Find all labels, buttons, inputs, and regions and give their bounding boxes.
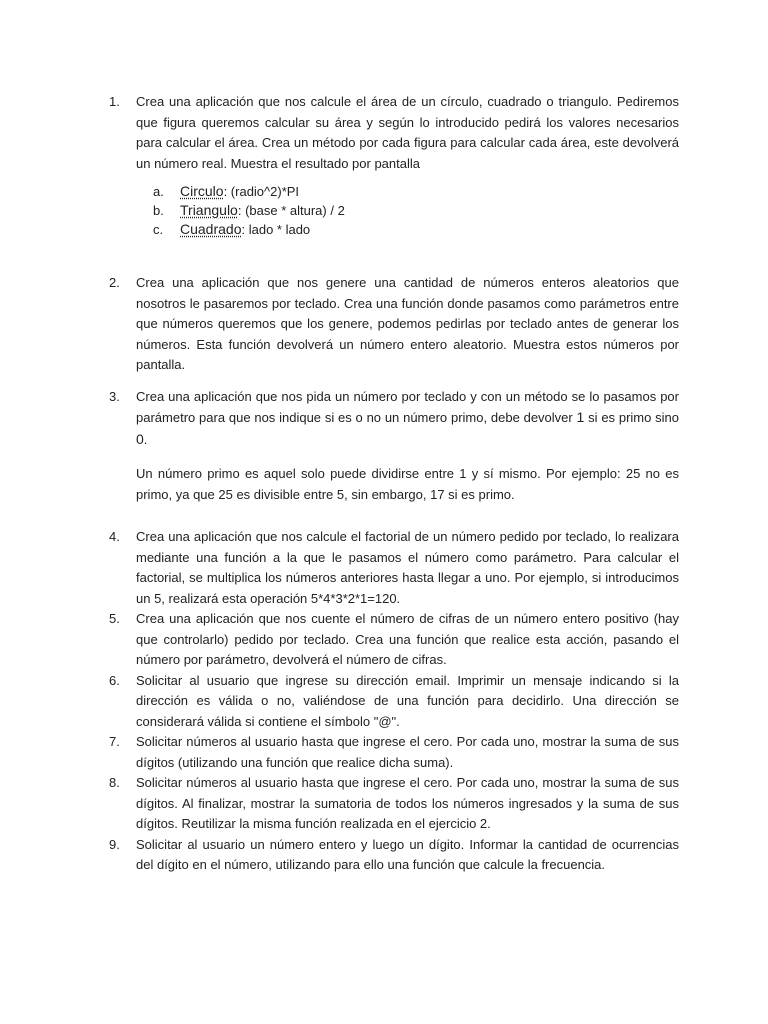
formula-text: : (radio^2)*PI bbox=[223, 184, 300, 199]
exercise-4 bbox=[109, 527, 679, 609]
exercise-number: 4. bbox=[109, 529, 120, 544]
exercise-text-part: . bbox=[143, 431, 148, 447]
exercise-text: Solicitar al usuario un número entero y luego un dígito. Informar la cantidad de ocurrencias del dígito en el número, utilizando para ello una función que calcule la frecuencia. bbox=[136, 836, 679, 872]
formula-term: Cuadrado bbox=[180, 221, 242, 237]
exercise-3 bbox=[109, 387, 680, 506]
exercise-6 bbox=[109, 671, 679, 733]
exercise-1 bbox=[109, 92, 679, 239]
formula-list bbox=[153, 182, 660, 239]
exercise-8 bbox=[109, 773, 679, 835]
value-zero: 0 bbox=[136, 430, 144, 447]
exercise-text bbox=[136, 387, 679, 451]
exercise-number: 1. bbox=[109, 94, 120, 109]
exercise-number: 2. bbox=[109, 275, 120, 290]
exercise-9 bbox=[109, 835, 679, 876]
value-one: 1 bbox=[576, 409, 585, 425]
formula-item-cuadrado bbox=[153, 220, 660, 239]
exercise-text: Crea una aplicación que nos cuente el número de cifras de un número entero positivo (hay que controlarlo) pedido por teclado. Crea una función que realice esta acción, pasando el número por parámetro, devolverá el número de cifras. bbox=[136, 611, 679, 667]
exercise-2 bbox=[109, 273, 679, 376]
formula-term: Circulo bbox=[180, 183, 224, 199]
exercise-note: Un número primo es aquel solo puede dividirse entre 1 y sí mismo. Por ejemplo: 25 no es primo, ya que 25 es divisible entre 5, sin embargo, 17 si es primo. bbox=[136, 466, 679, 502]
exercise-number: 7. bbox=[109, 734, 120, 749]
exercise-number: 6. bbox=[109, 672, 120, 688]
exercise-text: Solicitar al usuario que ingrese su dirección email. Imprimir un mensaje indicando si la dirección es válida o no, valiéndose de una función para decidirlo. Una dirección se considerará válida si contiene el símbolo "@". bbox=[136, 672, 679, 729]
formula-letter: c. bbox=[153, 222, 164, 237]
exercise-text-part: Crea una aplicación que nos pida un número por teclado y con un método se lo pasamos por parámetro para que nos indique si es o no un número primo, debe devolver bbox=[136, 388, 679, 425]
formula-term: Triangulo bbox=[180, 202, 238, 218]
exercise-number: 8. bbox=[109, 775, 120, 790]
formula-item-triangulo bbox=[153, 201, 660, 220]
exercise-number: 9. bbox=[109, 836, 120, 852]
exercise-text: Crea una aplicación que nos calcule el área de un círculo, cuadrado o triangulo. Pediremos que figura queremos calcular su área y según lo introducido pedirá los valores necesarios para calcular el área. Crea un método por cada figura para calcular cada área, este devolverá un número real. Muestra el resultado por pantalla bbox=[136, 94, 679, 171]
exercise-text: Crea una aplicación que nos calcule el factorial de un número pedido por teclado, lo realizara mediante una función a la que le pasamos el número como parámetro. Para calcular el factorial, se multiplica los números anteriores hasta llegar a uno. Por ejemplo, si introducimos un 5, realizará esta operación 5*4*3*2*1=120. bbox=[136, 529, 679, 606]
formula-letter: b. bbox=[153, 203, 164, 218]
exercise-7 bbox=[109, 732, 679, 773]
exercise-text: Crea una aplicación que nos genere una cantidad de números enteros aleatorios que nosotros le pasaremos por teclado. Crea una función donde pasamos como parámetros entre que números queremos que los genere, podemos pedirlas por teclado antes de generar los números. Esta función devolverá un número entero aleatorio. Muestra estos números por pantalla. bbox=[136, 275, 679, 372]
formula-item-circulo bbox=[153, 182, 660, 201]
exercise-5 bbox=[109, 609, 679, 671]
exercise-number: 5. bbox=[109, 611, 120, 626]
formula-text: : (base * altura) / 2 bbox=[237, 203, 345, 218]
exercise-text: Solicitar números al usuario hasta que ingrese el cero. Por cada uno, mostrar la suma de sus dígitos (utilizando una función que realice dicha suma). bbox=[136, 734, 679, 770]
exercise-text: Solicitar números al usuario hasta que ingrese el cero. Por cada uno, mostrar la suma de sus dígitos. Al finalizar, mostrar la sumatoria de todos los números ingresados y la suma de sus dígitos. Reutilizar la misma función realizada en el ejercicio 2. bbox=[136, 775, 679, 831]
exercise-text-part: si es primo sino bbox=[584, 410, 680, 425]
formula-text: : lado * lado bbox=[241, 222, 311, 237]
exercise-number: 3. bbox=[109, 388, 120, 404]
exercise-list bbox=[0, 92, 768, 876]
formula-letter: a. bbox=[153, 184, 164, 199]
